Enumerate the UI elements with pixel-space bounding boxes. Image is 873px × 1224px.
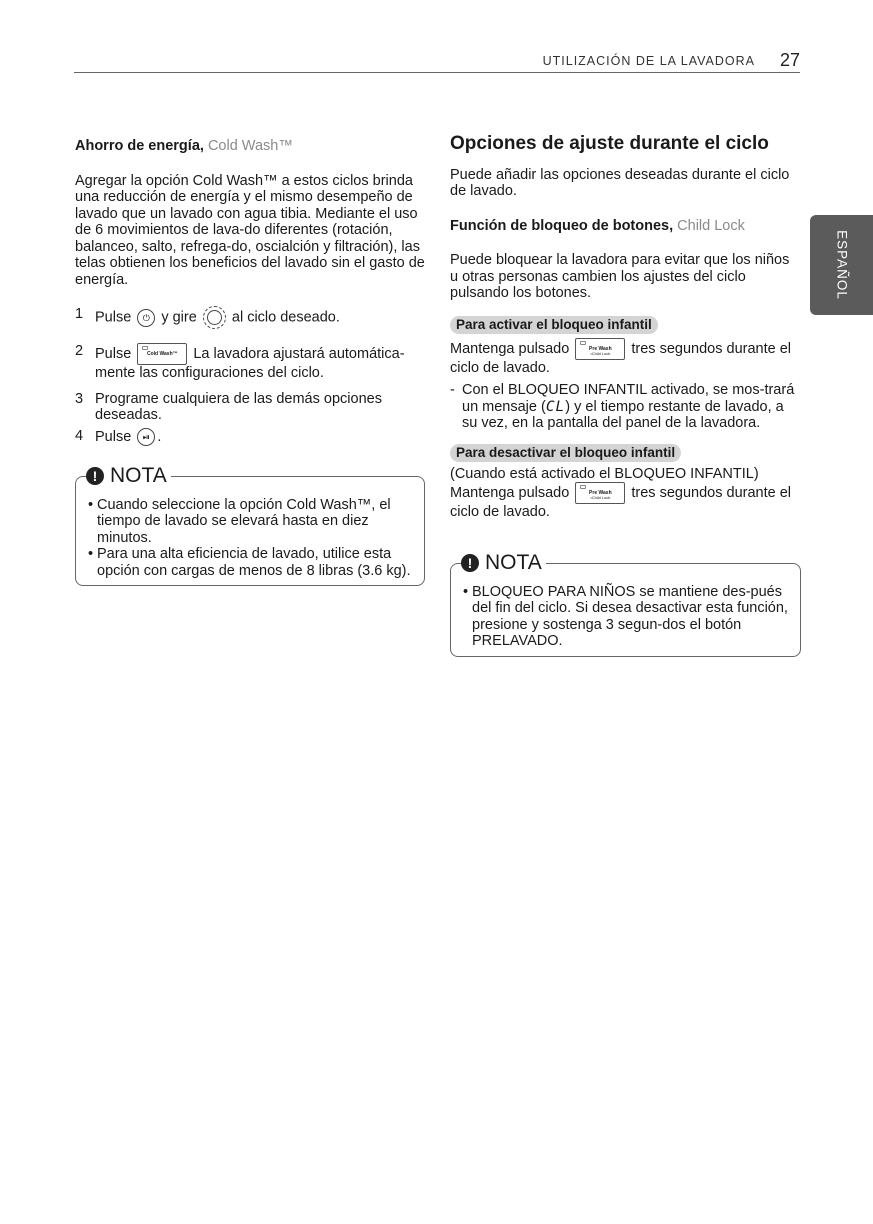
- deactivate-condition: (Cuando está activado el BLOQUEO INFANTIL): [450, 465, 759, 482]
- note-item: • BLOQUEO PARA NIÑOS se mantiene des-pués del fin del ciclo. Si desea desactivar esta función, presione y sostenga 3 segun-dos el botón PRELAVADO.: [463, 583, 788, 649]
- note-list: [463, 584, 788, 650]
- page-number: 27: [779, 50, 800, 70]
- cold-wash-heading: Ahorro de energía, Cold Wash™: [75, 138, 293, 154]
- step-4: 4 Pulse ⏯ .: [75, 427, 162, 445]
- note-item: • Cuando seleccione la opción Cold Wash™, el tiempo de lavado se elevará hasta en diez minutos.: [88, 496, 391, 546]
- power-button-icon: ⏻: [137, 309, 155, 327]
- activate-label: Para activar el bloqueo infantil: [450, 316, 658, 334]
- prewash-button-icon: Pre Wash •Child Lock: [575, 482, 625, 504]
- cycle-knob-icon: [203, 306, 226, 329]
- options-intro: Puede añadir las opciones deseadas durante el ciclo de lavado.: [450, 166, 790, 199]
- right-note-box: [450, 550, 801, 657]
- cold-wash-button-icon: Cold Wash™: [137, 343, 187, 365]
- left-note-box: [75, 463, 425, 587]
- start-pause-icon: ⏯: [137, 428, 155, 446]
- left-column: [75, 138, 425, 586]
- header-divider: [74, 72, 800, 73]
- lcd-cl-icon: CL: [545, 398, 566, 415]
- cold-wash-intro: Agregar la opción Cold Wash™ a estos ciclos brinda una reducción de energía y el mismo desempeño de lavado que un lavado con agua tibia. Mediante el uso de 6 movimientos de lava-do diferentes (rotación, balanceo, salto, refrega-do, oscialción y filtración), las telas obtienen los beneficios del lavado sin el gasto de energía.: [75, 172, 425, 288]
- language-tab: [810, 215, 873, 315]
- warning-icon: !: [86, 467, 104, 485]
- deactivate-label: Para desactivar el bloqueo infantil: [450, 444, 681, 462]
- step-3: 3 Programe cualquiera de las demás opciones deseadas.: [75, 390, 382, 423]
- note-title: NOTA: [110, 463, 167, 487]
- steps-list: [75, 306, 425, 446]
- activate-detail: - Con el BLOQUEO INFANTIL activado, se mos-trará un mensaje (CL) y el tiempo restante de lavado, a su vez, en la pantalla del panel de la lavadora.: [450, 382, 795, 431]
- activate-text: Mantenga pulsado Pre Wash •Child Lock tres segundos durante el ciclo de lavado.: [450, 338, 801, 377]
- step-1: 1 Pulse ⏻ y gire al ciclo deseado.: [75, 306, 425, 329]
- deactivate-text: Mantenga pulsado Pre Wash •Child Lock tres segundos durante el ciclo de lavado.: [450, 482, 801, 521]
- right-column: [450, 133, 801, 657]
- note-title: NOTA: [485, 550, 542, 574]
- section-title: UTILIZACIÓN DE LA LAVADORA: [542, 54, 755, 68]
- step-2: 2 Pulse Cold Wash™ La lavadora ajustará automática-mente las configuraciones del ciclo.: [75, 343, 405, 381]
- child-lock-intro: Puede bloquear la lavadora para evitar que los niños u otras personas cambien los ajustes del ciclo pulsando los botones.: [450, 252, 790, 301]
- prewash-button-icon: Pre Wash •Child Lock: [575, 338, 625, 360]
- note-list: [88, 497, 412, 580]
- options-heading: Opciones de ajuste durante el ciclo: [450, 133, 769, 154]
- child-lock-heading: Función de bloqueo de botones, Child Lock: [450, 217, 745, 234]
- warning-icon: !: [461, 554, 479, 572]
- note-item: • Para una alta eficiencia de lavado, utilice esta opción con cargas de menos de 8 libras (3.6 kg).: [88, 546, 411, 579]
- language-tab-label: ESPAÑOL: [834, 230, 849, 300]
